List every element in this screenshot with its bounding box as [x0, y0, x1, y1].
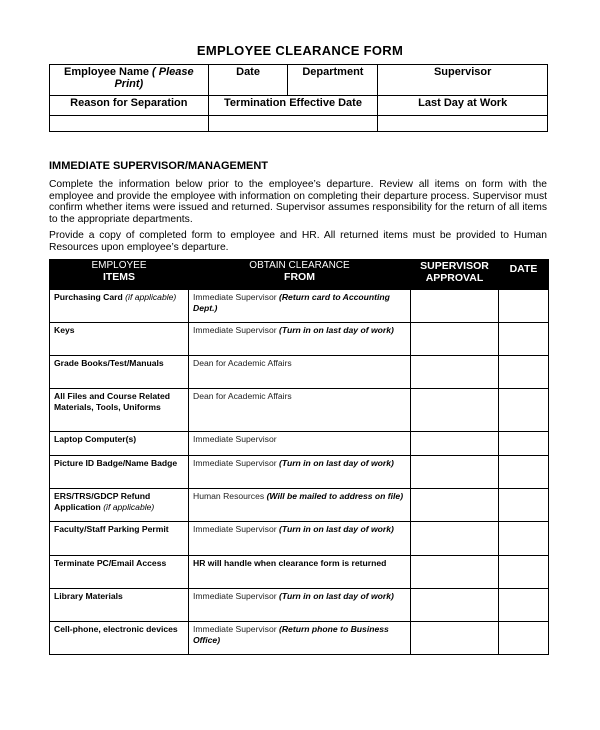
please-print-note: ( Please Print)	[114, 66, 194, 90]
clearance-source-cell	[189, 589, 411, 622]
form-title: EMPLOYEE CLEARANCE FORM	[196, 43, 404, 58]
clearance-source-note: (Return phone to Business Office)	[193, 624, 389, 645]
header-items-top: EMPLOYEE	[91, 260, 147, 271]
date-field[interactable]	[499, 522, 549, 556]
last-day-cell[interactable]	[378, 96, 548, 116]
header-date-label: DATE	[509, 263, 538, 275]
header-items-bottom: ITEMS	[102, 271, 136, 283]
clearance-source-label: Dean for Academic Affairs	[193, 358, 292, 368]
header-approval-bottom: APPROVAL	[425, 272, 484, 284]
reason-cell[interactable]	[50, 96, 209, 116]
termination-date-cell[interactable]	[208, 96, 378, 116]
date-field[interactable]	[499, 290, 549, 323]
header-from-top: OBTAIN CLEARANCE	[249, 260, 350, 271]
item-cell	[50, 489, 189, 522]
table-row	[50, 389, 549, 432]
clearance-source-cell	[189, 489, 411, 522]
date-field[interactable]	[499, 323, 549, 356]
supervisor-cell[interactable]	[378, 65, 548, 96]
table-row	[50, 432, 549, 456]
date-cell[interactable]	[208, 65, 288, 96]
item-cell	[50, 522, 189, 556]
header-date	[499, 259, 549, 290]
department-cell[interactable]	[288, 65, 378, 96]
table-row	[50, 323, 549, 356]
table-row	[50, 489, 549, 522]
header-from	[189, 259, 411, 290]
table-row	[50, 356, 549, 389]
item-label: Faculty/Staff Parking Permit	[54, 524, 169, 534]
supervisor-approval-field[interactable]	[411, 323, 499, 356]
item-label: Grade Books/Test/Manuals	[54, 358, 164, 368]
clearance-source-bold: HR will handle when clearance form is returned	[193, 558, 387, 568]
date-field[interactable]	[499, 432, 549, 456]
date-field[interactable]	[499, 589, 549, 622]
date-field[interactable]	[499, 556, 549, 589]
header-approval-top: SUPERVISOR	[420, 260, 489, 272]
table-row	[50, 522, 549, 556]
clearance-rows	[50, 290, 549, 655]
supervisor-approval-field[interactable]	[411, 489, 499, 522]
date-field[interactable]	[499, 389, 549, 432]
supervisor-approval-field[interactable]	[411, 589, 499, 622]
supervisor-approval-field[interactable]	[411, 622, 499, 655]
supervisor-label: Supervisor	[433, 66, 492, 78]
last-day-label: Last Day at Work	[418, 97, 508, 109]
table-row	[50, 456, 549, 489]
date-field[interactable]	[499, 356, 549, 389]
supervisor-approval-field[interactable]	[411, 522, 499, 556]
item-label: Cell-phone, electronic devices	[54, 624, 178, 634]
section-heading: IMMEDIATE SUPERVISOR/MANAGEMENT	[49, 160, 268, 172]
clearance-source-label: Immediate Supervisor	[193, 591, 277, 601]
item-label: ERS/TRS/GDCP Refund Application	[54, 491, 151, 512]
item-label: Picture ID Badge/Name Badge	[54, 458, 178, 468]
clearance-source-note: (Turn in on last day of work)	[278, 325, 394, 335]
item-label: All Files and Course Related Materials, Tools, Uniforms	[54, 391, 171, 412]
clearance-source-label: Human Resources	[193, 491, 265, 501]
instructions-paragraph-1: Complete the information below prior to the employee’s departure. Review all items on form with the employee and provide the employee with information on completing their departure process. Supervisor must confirm whether items were issued and returned. Supervisor assumes responsibility for the return of all items to the appropriate departments.	[49, 179, 547, 225]
clearance-source-cell	[189, 556, 411, 589]
table-row	[50, 622, 549, 655]
item-cell	[50, 356, 189, 389]
item-label: Library Materials	[54, 591, 123, 601]
department-label: Department	[302, 66, 364, 78]
termination-date-value-cell[interactable]	[208, 116, 378, 132]
date-field[interactable]	[499, 489, 549, 522]
item-label: Laptop Computer(s)	[54, 434, 137, 444]
clearance-source-note: (Turn in on last day of work)	[278, 458, 394, 468]
reason-value-cell[interactable]	[50, 116, 209, 132]
table-row	[50, 556, 549, 589]
header-approval	[411, 259, 499, 290]
item-label: Terminate PC/Email Access	[54, 558, 167, 568]
item-cell	[50, 622, 189, 655]
supervisor-approval-field[interactable]	[411, 432, 499, 456]
reason-label: Reason for Separation	[70, 97, 188, 109]
table-row	[50, 290, 549, 323]
clearance-source-cell	[189, 389, 411, 432]
item-cell	[50, 323, 189, 356]
employee-name-cell[interactable]	[50, 65, 209, 96]
item-label: Purchasing Card	[54, 292, 123, 302]
clearance-table	[49, 259, 549, 655]
item-cell	[50, 290, 189, 323]
clearance-source-label: Immediate Supervisor	[193, 524, 277, 534]
employee-name-label: Employee Name	[64, 66, 149, 78]
clearance-source-label: Immediate Supervisor	[193, 292, 277, 302]
clearance-source-label: Dean for Academic Affairs	[193, 391, 292, 401]
termination-date-label: Termination Effective Date	[224, 97, 362, 109]
item-cell	[50, 589, 189, 622]
table-row	[50, 589, 549, 622]
clearance-source-note: (Turn in on last day of work)	[278, 524, 394, 534]
clearance-source-note: (Turn in on last day of work)	[278, 591, 394, 601]
clearance-source-label: Immediate Supervisor	[193, 458, 277, 468]
employee-info-table	[49, 64, 548, 132]
item-label: Keys	[54, 325, 75, 335]
supervisor-approval-field[interactable]	[411, 356, 499, 389]
last-day-value-cell[interactable]	[378, 116, 548, 132]
item-cell	[50, 389, 189, 432]
header-items	[50, 259, 189, 290]
supervisor-approval-field[interactable]	[411, 556, 499, 589]
clearance-source-cell	[189, 323, 411, 356]
clearance-source-label: Immediate Supervisor	[193, 434, 277, 444]
clearance-source-note: (Return card to Accounting Dept.)	[193, 292, 390, 313]
clearance-source-cell	[189, 622, 411, 655]
date-label: Date	[236, 66, 260, 78]
clearance-source-cell	[189, 522, 411, 556]
item-cell	[50, 456, 189, 489]
clearance-source-cell	[189, 290, 411, 323]
item-cell	[50, 556, 189, 589]
clearance-source-note: (Will be mailed to address on file)	[266, 491, 404, 501]
supervisor-approval-field[interactable]	[411, 389, 499, 432]
date-field[interactable]	[499, 622, 549, 655]
clearance-source-cell	[189, 356, 411, 389]
supervisor-approval-field[interactable]	[411, 456, 499, 489]
clearance-source-label: Immediate Supervisor	[193, 325, 277, 335]
supervisor-approval-field[interactable]	[411, 290, 499, 323]
clearance-source-cell	[189, 456, 411, 489]
item-cell	[50, 432, 189, 456]
clearance-source-label: Immediate Supervisor	[193, 624, 277, 634]
instructions-paragraph-2: Provide a copy of completed form to employee and HR. All returned items must be provided to Human Resources upon employee’s departure.	[49, 230, 547, 253]
item-note: (if applicable)	[103, 501, 155, 512]
clearance-source-cell	[189, 432, 411, 456]
header-from-bottom: FROM	[284, 271, 315, 283]
date-field[interactable]	[499, 456, 549, 489]
item-note: (if applicable)	[125, 292, 177, 302]
